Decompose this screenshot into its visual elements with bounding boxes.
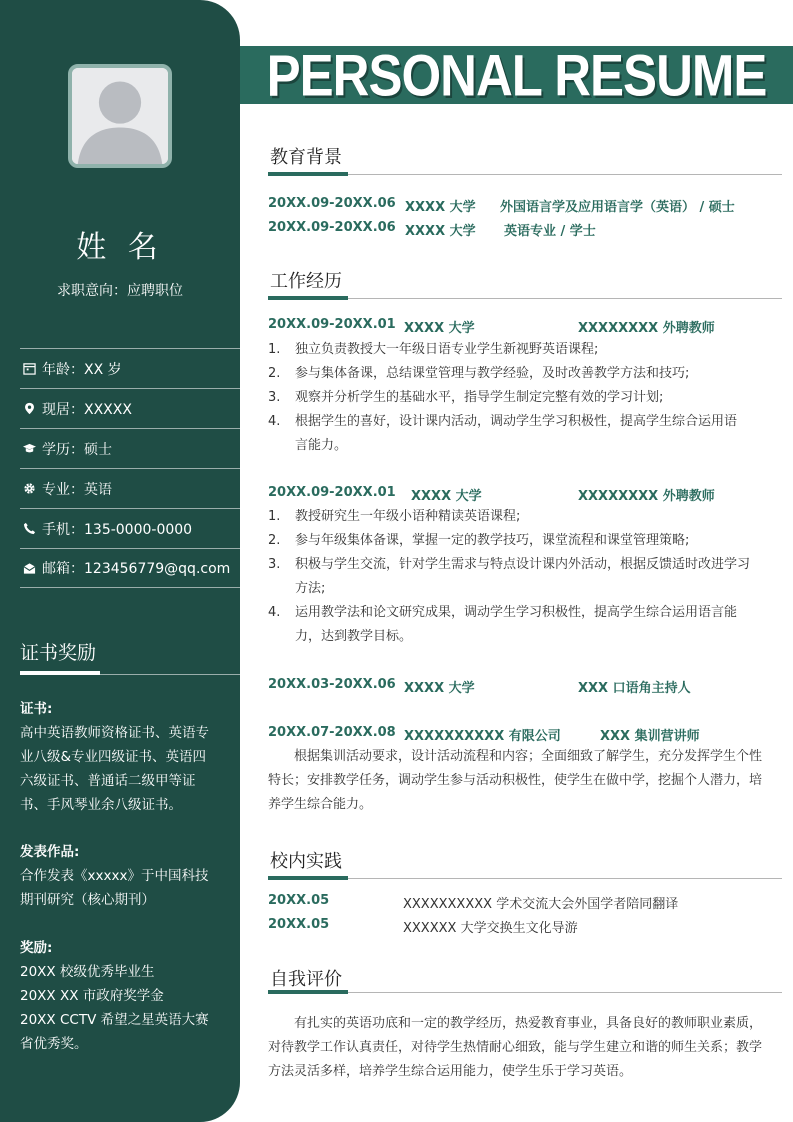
self-eval-text: 有扎实的英语功底和一定的教学经历，热爱教育事业，具备良好的教师职业素质，对待教学工作认真责任，对待学生热情耐心细致，能与学生建立和谐的师生关系；教学方法灵活多样，培养学生综合运用能力，使学生乐于学习英语。 xyxy=(268,1016,763,1079)
edu-date: 20XX.09-20XX.06 xyxy=(268,220,396,235)
award-line: 20XX CCTV 希望之星英语大赛 xyxy=(20,1012,209,1028)
list-item: 2. 参与集体备课，总结课堂管理与教学经验，及时改善教学方法和技巧; xyxy=(268,366,690,381)
campus-accent-bar xyxy=(268,876,348,880)
graduation-cap-icon xyxy=(20,441,38,457)
edu-school: XXXX 大学 xyxy=(405,224,476,239)
gear-icon xyxy=(20,481,38,497)
publication-block xyxy=(20,840,220,912)
list-item: 3. 积极与学生交流，针对学生需求与特点设计课内外活动，根据反馈适时改进学习 xyxy=(268,557,751,572)
job-objective: 求职意向：应聘职位 xyxy=(57,283,183,299)
award-block xyxy=(20,936,220,1056)
award-label: 奖励: xyxy=(20,940,53,956)
job-org: XXXXXXXXXX 有限公司 xyxy=(404,729,561,744)
info-degree-label: 学历：硕士 xyxy=(42,441,112,458)
edu-date: 20XX.09-20XX.06 xyxy=(268,196,396,211)
job-description: 根据集训活动要求，设计活动流程和内容；全面细致了解学生，充分发挥学生个性特长；安排教学任务，调动学生参与活动积极性，使学生在做中学，挖掘个人潜力，培养学生综合能力。 xyxy=(268,749,763,812)
campus-title: 校内实践 xyxy=(270,851,342,872)
self-eval-accent-bar xyxy=(268,990,348,994)
job-role: XXXXXXXX 外聘教师 xyxy=(578,489,715,504)
self-eval-title: 自我评价 xyxy=(270,969,342,990)
award-line: 省优秀奖。 xyxy=(20,1036,88,1052)
cert-line: 高中英语教师资格证书、英语专 xyxy=(20,725,209,741)
cert-line: 书、手风琴业余八级证书。 xyxy=(20,797,182,813)
edu-school: XXXX 大学 xyxy=(405,200,476,215)
calendar-icon xyxy=(20,361,38,377)
publication-line: 合作发表《xxxxx》于中国科技 xyxy=(20,868,209,884)
cert-line: 业八级&专业四级证书、英语四 xyxy=(20,749,207,765)
job-role: XXX 集训营讲师 xyxy=(600,729,700,744)
job-role: XXXXXXXX 外聘教师 xyxy=(578,321,715,336)
avatar xyxy=(68,64,172,168)
list-item: 1. 独立负责教授大一年级日语专业学生新视野英语课程; xyxy=(268,342,599,357)
info-list xyxy=(20,348,240,588)
cert-line: 六级证书、普通话二级甲等证 xyxy=(20,773,196,789)
work-accent-bar xyxy=(268,296,348,300)
info-age-label: 年龄：XX 岁 xyxy=(42,361,122,378)
list-item: 4. 根据学生的喜好，设计课内活动，调动学生学习积极性，提高学生综合运用语 xyxy=(268,414,738,429)
job-org: XXXX 大学 xyxy=(404,321,475,336)
location-pin-icon xyxy=(20,401,38,417)
job-duties xyxy=(268,338,768,458)
publication-line: 期刊研究（核心期刊） xyxy=(20,892,155,908)
job-date: 20XX.09-20XX.01 xyxy=(268,485,396,500)
list-item: 4. 运用教学法和论文研究成果，调动学生学习积极性，提高学生综合运用语言能 xyxy=(268,605,738,620)
list-item: 2. 参与年级集体备课，掌握一定的教学技巧，课堂流程和课堂管理策略; xyxy=(268,533,690,548)
education-title: 教育背景 xyxy=(270,147,342,168)
job-date: 20XX.09-20XX.01 xyxy=(268,317,396,332)
list-item-continued: 力，达到教学目标。 xyxy=(295,629,413,644)
campus-date: 20XX.05 xyxy=(268,893,330,908)
work-title: 工作经历 xyxy=(270,271,342,292)
mail-icon xyxy=(20,560,38,576)
list-item: 3. 观察并分析学生的基础水平，指导学生制定完整有效的学习计划; xyxy=(268,390,664,405)
info-phone-label: 手机：135-0000-0000 xyxy=(42,521,193,538)
info-major-label: 专业：英语 xyxy=(42,481,112,498)
info-major xyxy=(20,468,240,508)
resume-title: PERSONAL RESUME xyxy=(266,42,767,108)
education-accent-bar xyxy=(268,172,348,176)
info-location-label: 现居：XXXXX xyxy=(42,401,132,418)
list-item: 1. 教授研究生一年级小语种精读英语课程; xyxy=(268,509,521,524)
edu-major: 英语专业 / 学士 xyxy=(504,224,596,239)
cert-label: 证书: xyxy=(20,701,53,717)
certificates-title: 证书奖励 xyxy=(20,642,97,664)
job-org: XXXX 大学 xyxy=(404,681,475,696)
cert-block xyxy=(20,697,220,817)
job-org: XXXX 大学 xyxy=(411,489,482,504)
job-date: 20XX.07-20XX.08 xyxy=(268,725,396,740)
info-age xyxy=(20,348,240,388)
campus-desc: XXXXXXXXXX 学术交流大会外国学者陪同翻译 xyxy=(403,897,679,912)
list-item-continued: 言能力。 xyxy=(295,438,348,453)
publication-label: 发表作品: xyxy=(20,844,80,860)
sidebar xyxy=(0,0,240,1122)
job-duties xyxy=(268,505,768,649)
list-item-continued: 方法; xyxy=(295,581,326,596)
phone-icon xyxy=(20,521,38,537)
campus-desc: XXXXXX 大学交换生文化导游 xyxy=(403,921,578,936)
info-location xyxy=(20,388,240,428)
info-email-label: 邮箱：123456779@qq.com xyxy=(42,561,231,577)
info-email xyxy=(20,548,240,588)
certificates-title-bar xyxy=(20,671,100,675)
certificates-title-line xyxy=(100,674,240,675)
avatar-placeholder-icon xyxy=(72,68,168,164)
campus-date: 20XX.05 xyxy=(268,917,330,932)
award-line: 20XX XX 市政府奖学金 xyxy=(20,988,164,1004)
info-degree xyxy=(20,428,240,468)
job-date: 20XX.03-20XX.06 xyxy=(268,677,396,692)
award-line: 20XX 校级优秀毕业生 xyxy=(20,964,155,980)
info-phone xyxy=(20,508,240,548)
profile-name: 姓 名 xyxy=(76,230,164,265)
edu-major: 外国语言学及应用语言学（英语） / 硕士 xyxy=(500,200,735,215)
job-role: XXX 口语角主持人 xyxy=(578,681,691,696)
